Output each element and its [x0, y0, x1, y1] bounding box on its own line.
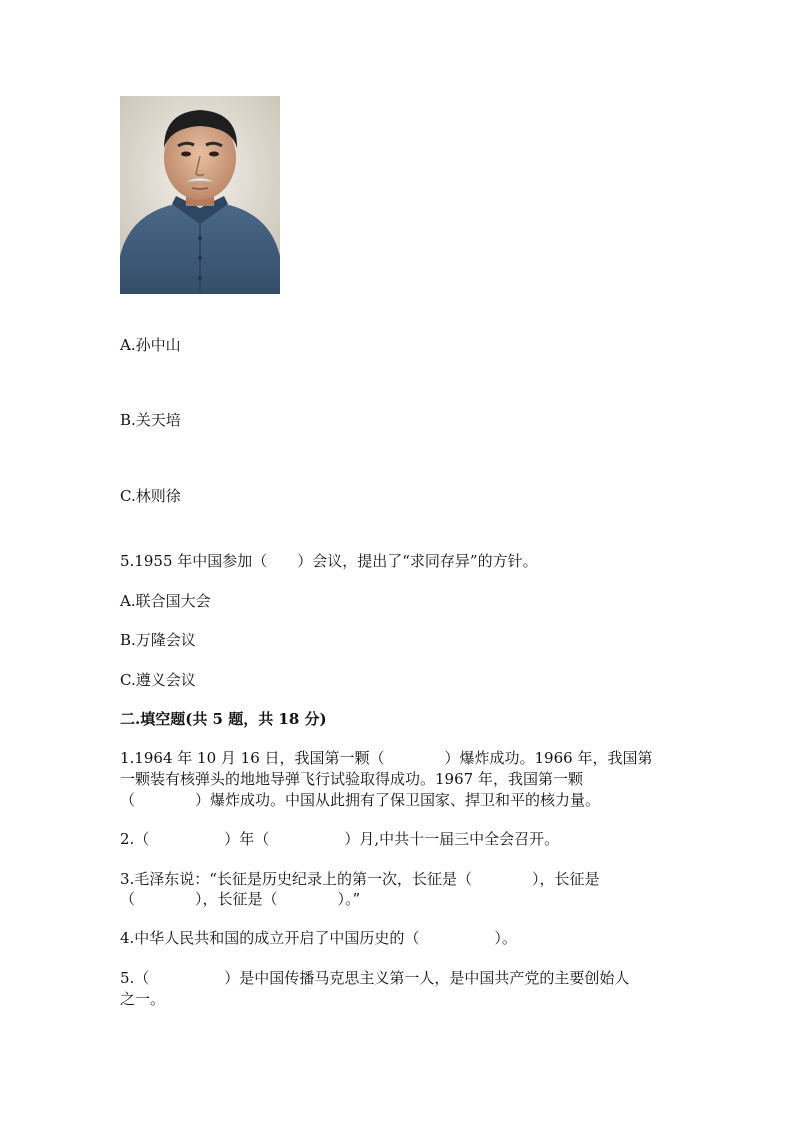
q5-option-c[interactable]: C.遵义会议	[120, 671, 196, 689]
q5-option-b[interactable]: B.万隆会议	[120, 631, 196, 649]
fill-q3-line2: （ ），长征是（ ）。”	[120, 890, 361, 908]
fill-q5-line2: 之一。	[120, 990, 166, 1008]
q4-option-c[interactable]: C.林则徐	[120, 487, 181, 505]
fill-q1-line2: 一颗装有核弹头的地地导弹飞行试验取得成功。1967 年，我国第一颗	[120, 770, 583, 788]
fill-q4: 4.中华人民共和国的成立开启了中国历史的（ ）。	[120, 929, 517, 947]
q4-option-a[interactable]: A.孙中山	[120, 336, 181, 354]
portrait-drawing	[120, 96, 280, 294]
q4-option-b[interactable]: B.关天培	[120, 411, 181, 429]
portrait-image	[120, 96, 280, 294]
section-heading: 二.填空题(共 5 题，共 18 分)	[120, 710, 327, 728]
fill-q2: 2.（ ）年（ ）月,中共十一届三中全会召开。	[120, 830, 560, 848]
fill-q5-line1: 5.（ ）是中国传播马克思主义第一人，是中国共产党的主要创始人	[120, 969, 630, 987]
fill-q1-line1: 1.1964 年 10 月 16 日，我国第一颗（ ）爆炸成功。1966 年，我国第	[120, 749, 653, 767]
fill-q3-line1: 3.毛泽东说：“长征是历史纪录上的第一次，长征是（ ），长征是	[120, 870, 600, 888]
q5-option-a[interactable]: A.联合国大会	[120, 592, 211, 610]
fill-q1-line3: （ ）爆炸成功。中国从此拥有了保卫国家、捍卫和平的核力量。	[120, 791, 601, 809]
q5-stem: 5.1955 年中国参加（ ）会议，提出了“求同存异”的方针。	[120, 552, 538, 570]
